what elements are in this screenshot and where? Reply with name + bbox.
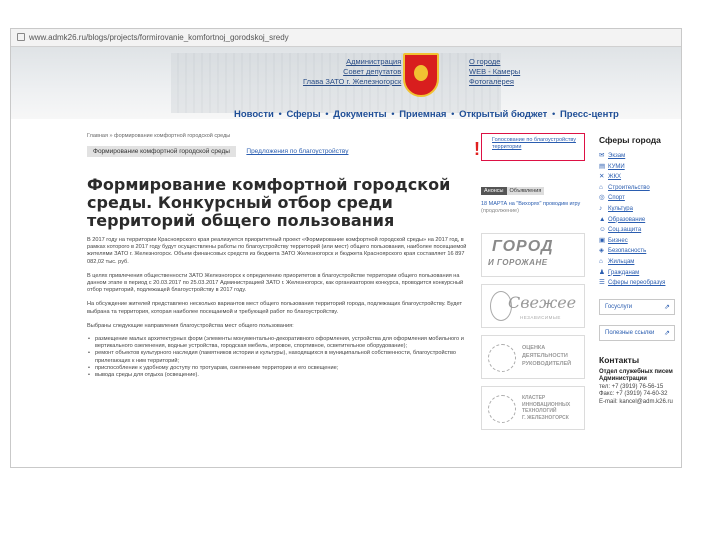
link-photogallery[interactable]: Фотогалерея [469, 77, 514, 86]
banner-line: ТЕХНОЛОГИЙ [522, 408, 557, 414]
link-head[interactable]: Глава ЗАТО г. Железногорск [303, 77, 402, 86]
spheres-title: Сферы города [599, 135, 661, 145]
contacts-email[interactable]: E-mail: kancel@adm.k26.ru [599, 398, 673, 405]
news-tabs [481, 187, 585, 195]
banner-svezhee[interactable] [481, 284, 585, 328]
list-icon: ☰ [599, 279, 605, 287]
nav-documents[interactable]: Документы [333, 109, 387, 119]
sphere-label: Жильцам [608, 258, 635, 265]
news-item-more[interactable]: (продолжение) [481, 208, 519, 214]
banner-cluster[interactable] [481, 386, 585, 430]
link-webcams[interactable]: WEB - Камеры [469, 67, 521, 76]
news-item[interactable] [481, 201, 585, 215]
banner-line: КЛАСТЕР [522, 395, 546, 401]
page-title: Формирование комфортной городской среды. Конкурсный отбор среди территорий общего пользования [87, 175, 451, 230]
news-item-title[interactable]: 18 МАРТА на "Вихорях" проводим игру [481, 201, 581, 207]
useful-links-button[interactable] [599, 325, 675, 341]
voting-alert[interactable] [474, 133, 585, 161]
voting-link[interactable]: Голосование по благоустройству территории [492, 137, 576, 150]
link-council[interactable]: Совет депутатов [343, 67, 402, 76]
middle-column [474, 133, 585, 430]
banner-line: ОЦЕНКА [522, 345, 546, 351]
site-header [11, 47, 682, 119]
external-link-icon: ⇗ [664, 303, 670, 311]
contacts-phone[interactable]: тел: +7 (3919) 76-56-15 [599, 383, 664, 390]
contacts-block [599, 355, 679, 407]
sphere-label: Гражданам [608, 269, 640, 276]
shield-icon: ◈ [599, 247, 604, 255]
page-icon [17, 33, 25, 41]
main-content [87, 131, 477, 379]
person-icon: ♟ [599, 268, 605, 276]
sphere-label: Безопасность [608, 248, 647, 255]
banner-subtitle: И ГОРОЖАНЕ [488, 258, 548, 267]
ball-icon: ◎ [599, 194, 605, 202]
nav-press-center[interactable]: Пресс-центр [559, 109, 619, 119]
crane-icon: ⌂ [599, 183, 603, 191]
right-sidebar [599, 133, 679, 406]
sphere-label: Экзам [608, 153, 626, 159]
envelope-icon: ✉ [599, 152, 605, 159]
browser-window [10, 28, 682, 468]
banner-title [522, 344, 571, 368]
sphere-item-ekzam[interactable] [599, 151, 679, 162]
sphere-item-kumi[interactable] [599, 162, 679, 173]
sphere-item-residents[interactable] [599, 257, 679, 268]
link-about-city[interactable]: О городе [469, 57, 501, 66]
house-icon: ⌂ [599, 257, 603, 265]
paragraph: Выбраны следующие направления благоустройства мест общего пользования: [87, 322, 294, 329]
contacts-title: Контакты [599, 354, 640, 365]
sphere-label: Сферы переобразуя [608, 280, 666, 287]
url-text: www.admk26.ru/blogs/projects/formirovanie_komfortnoj_gorodskoj_sredy [29, 33, 289, 42]
banner-title: ГОРОД [492, 238, 554, 255]
content-tabs [87, 146, 477, 158]
sphere-item-education[interactable] [599, 215, 679, 226]
theater-icon: ♪ [599, 204, 603, 212]
banner-gorod-i-gorozhane[interactable] [481, 233, 585, 277]
sphere-item-zhkh[interactable] [599, 172, 679, 183]
list-item: • приспособление к удобному доступу по тротуарам, озеленение территории и его освещение; [87, 365, 477, 372]
list-item: • вывода среды для отдыха (освещение). [87, 372, 477, 379]
exclamation-icon: ! [474, 139, 480, 159]
nav-open-budget[interactable]: Открытый бюджет [459, 109, 548, 119]
header-links-right [469, 57, 520, 87]
tab-announcements[interactable]: Анонсы [481, 187, 507, 195]
banner-subtitle: НЕЗАВИСИМЫЕ [520, 315, 561, 320]
contacts-org: Отдел служебных писем Администрации [599, 368, 673, 383]
banner-line: РУКОВОДИТЕЛЕЙ [522, 361, 572, 367]
nav-reception[interactable]: Приемная [399, 109, 447, 119]
sphere-label: Соц.защита [608, 227, 642, 234]
banner-line: Г. ЖЕЛЕЗНОГОРСК [522, 414, 569, 421]
address-bar[interactable] [11, 29, 682, 47]
sphere-label: Образование [608, 216, 646, 223]
sphere-label: Бизнес [608, 237, 628, 244]
link-administration[interactable]: Администрация [346, 57, 402, 66]
sphere-label: Строительство [608, 184, 650, 191]
contacts-fax: Факс: +7 (3919) 74-60-32 [599, 391, 668, 398]
banner-title: Свежее [508, 293, 577, 312]
paragraph: На обсуждение жителей представлено несколько вариантов мест общего пользования территорий города, подлежащих благоустройству. Будет выбрана та территория, которая наиболее посещаемой и требующей работ по благоустройству. [87, 301, 463, 315]
nav-spheres[interactable]: Сферы [286, 109, 321, 119]
tab-formirovanie[interactable]: Формирование комфортной городской среды [87, 146, 236, 157]
cluster-icon [488, 395, 516, 423]
tab-predlozheniya[interactable]: Предложения по благоустройству [246, 148, 349, 155]
breadcrumb[interactable]: Главная » формирование комфортной городской среды [87, 133, 231, 139]
list-item: • ремонт объектов культурного наследия (памятников истории и культуры), находящихся в муниципальной собственности, благоустройство прилегающих к ним территорий; [87, 350, 477, 364]
nav-news[interactable]: Новости [234, 109, 274, 119]
gosuslugi-button[interactable] [599, 299, 675, 315]
sphere-label: ЖКХ [608, 174, 622, 181]
list-item: • размещение малых архитектурных форм (элементы монументально-декоративного оформления, устройства для оформления мобильного и вертикального озеленения, водные устройства, городская мебель, игровое, спортивное, осветительное оборудование); [87, 336, 477, 350]
directions-list [87, 336, 477, 379]
button-label: Полезные ссылки [605, 329, 655, 336]
sphere-item-construction[interactable] [599, 183, 679, 194]
tab-notices[interactable]: Объявления [507, 187, 545, 195]
sphere-label: Спорт [608, 195, 625, 202]
paragraph: В 2017 году на территории Красноярского края реализуется приоритетный проект «Формирование комфортной городской среды» на 2017 год, в рамках которого в 2017 году будут осуществлены работы по благоустройству территорий (или мест) общего пользования, наиболее посещаемой жителями ЗАТО г. Железногорск. Объем финансовых средств из бюджета ЗАТО Железногорск и бюджета Красноярского края составляет 16 897 082,02 тыс. руб. [87, 237, 467, 265]
sphere-item-sport[interactable] [599, 193, 679, 204]
banner-line: ИННОВАЦИОННЫХ [522, 401, 571, 408]
header-links-left [303, 57, 401, 87]
graduation-cap-icon: ▲ [599, 215, 606, 223]
evaluation-icon [488, 344, 516, 372]
external-link-icon: ⇗ [664, 329, 670, 337]
sphere-item-culture[interactable] [599, 204, 679, 215]
banner-line: ДЕЯТЕЛЬНОСТИ [522, 353, 568, 359]
people-icon: ☺ [599, 226, 606, 234]
sphere-label: Культура [608, 205, 633, 212]
sphere-item-citizens[interactable] [599, 268, 679, 279]
briefcase-icon: ▣ [599, 236, 606, 244]
paragraph: В целях привлечения общественности ЗАТО Железногорск к определению приоритетов в благоустройстве территории общего пользования на данном этапе в период с 20.03.2017 по 25.03.2017 Администрацией ЗАТО г. Железногорск, как организатором конкурса, проводится конкурсный отбор территорий, подлежащей благоустройству в 2017 году. [87, 272, 464, 294]
main-nav: Новости • Сферы • Документы • Приемная • Открытый бюджет • Пресс-центр [234, 109, 619, 119]
sphere-item-social[interactable] [599, 225, 679, 236]
tools-icon: ✕ [599, 173, 605, 181]
button-label: Госуслуги [605, 303, 633, 310]
coat-of-arms-icon[interactable] [403, 53, 439, 97]
banner-title [522, 395, 570, 421]
spheres-all-link[interactable] [599, 278, 679, 289]
coins-icon: ▤ [599, 162, 606, 170]
sphere-item-business[interactable] [599, 236, 679, 247]
sphere-label: КУМИ [608, 163, 625, 170]
banner-ocenka[interactable] [481, 335, 585, 379]
sphere-item-security[interactable] [599, 246, 679, 257]
